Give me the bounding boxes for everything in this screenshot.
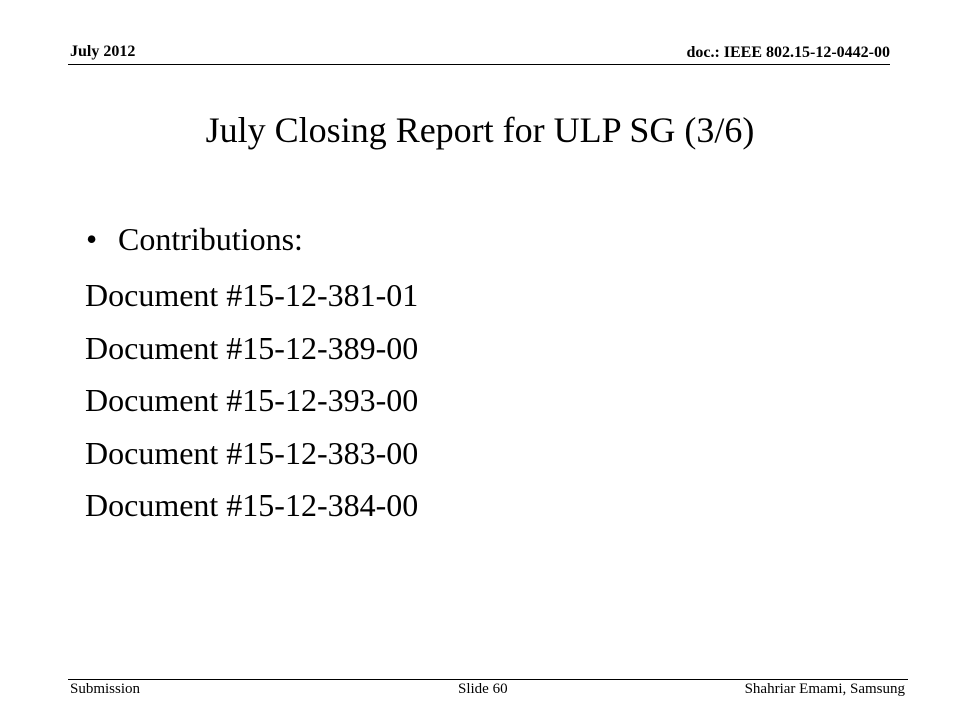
- document-item: Document #15-12-389-00: [85, 329, 419, 366]
- footer-slide-number: Slide 60: [458, 681, 508, 697]
- contributions-label: Contributions:: [118, 221, 303, 257]
- header-divider: [68, 64, 890, 65]
- footer-divider: [68, 679, 908, 680]
- document-list: [85, 273, 418, 536]
- document-item: Document #15-12-383-00: [85, 434, 419, 471]
- document-item: Document #15-12-384-00: [85, 487, 419, 523]
- bullet-dot-icon: •: [86, 221, 98, 257]
- document-item: Document #15-12-393-00: [85, 382, 419, 418]
- slide-title: July Closing Report for ULP SG (3/6): [205, 110, 755, 150]
- document-item: Document #15-12-381-01: [85, 277, 419, 313]
- header-date: July 2012: [70, 43, 136, 60]
- header-doc-id: doc.: IEEE 802.15-12-0442-00: [686, 44, 890, 61]
- contributions-bullet: [86, 217, 303, 261]
- footer-submission: Submission: [70, 681, 141, 697]
- footer-author: Shahriar Emami, Samsung: [744, 681, 905, 697]
